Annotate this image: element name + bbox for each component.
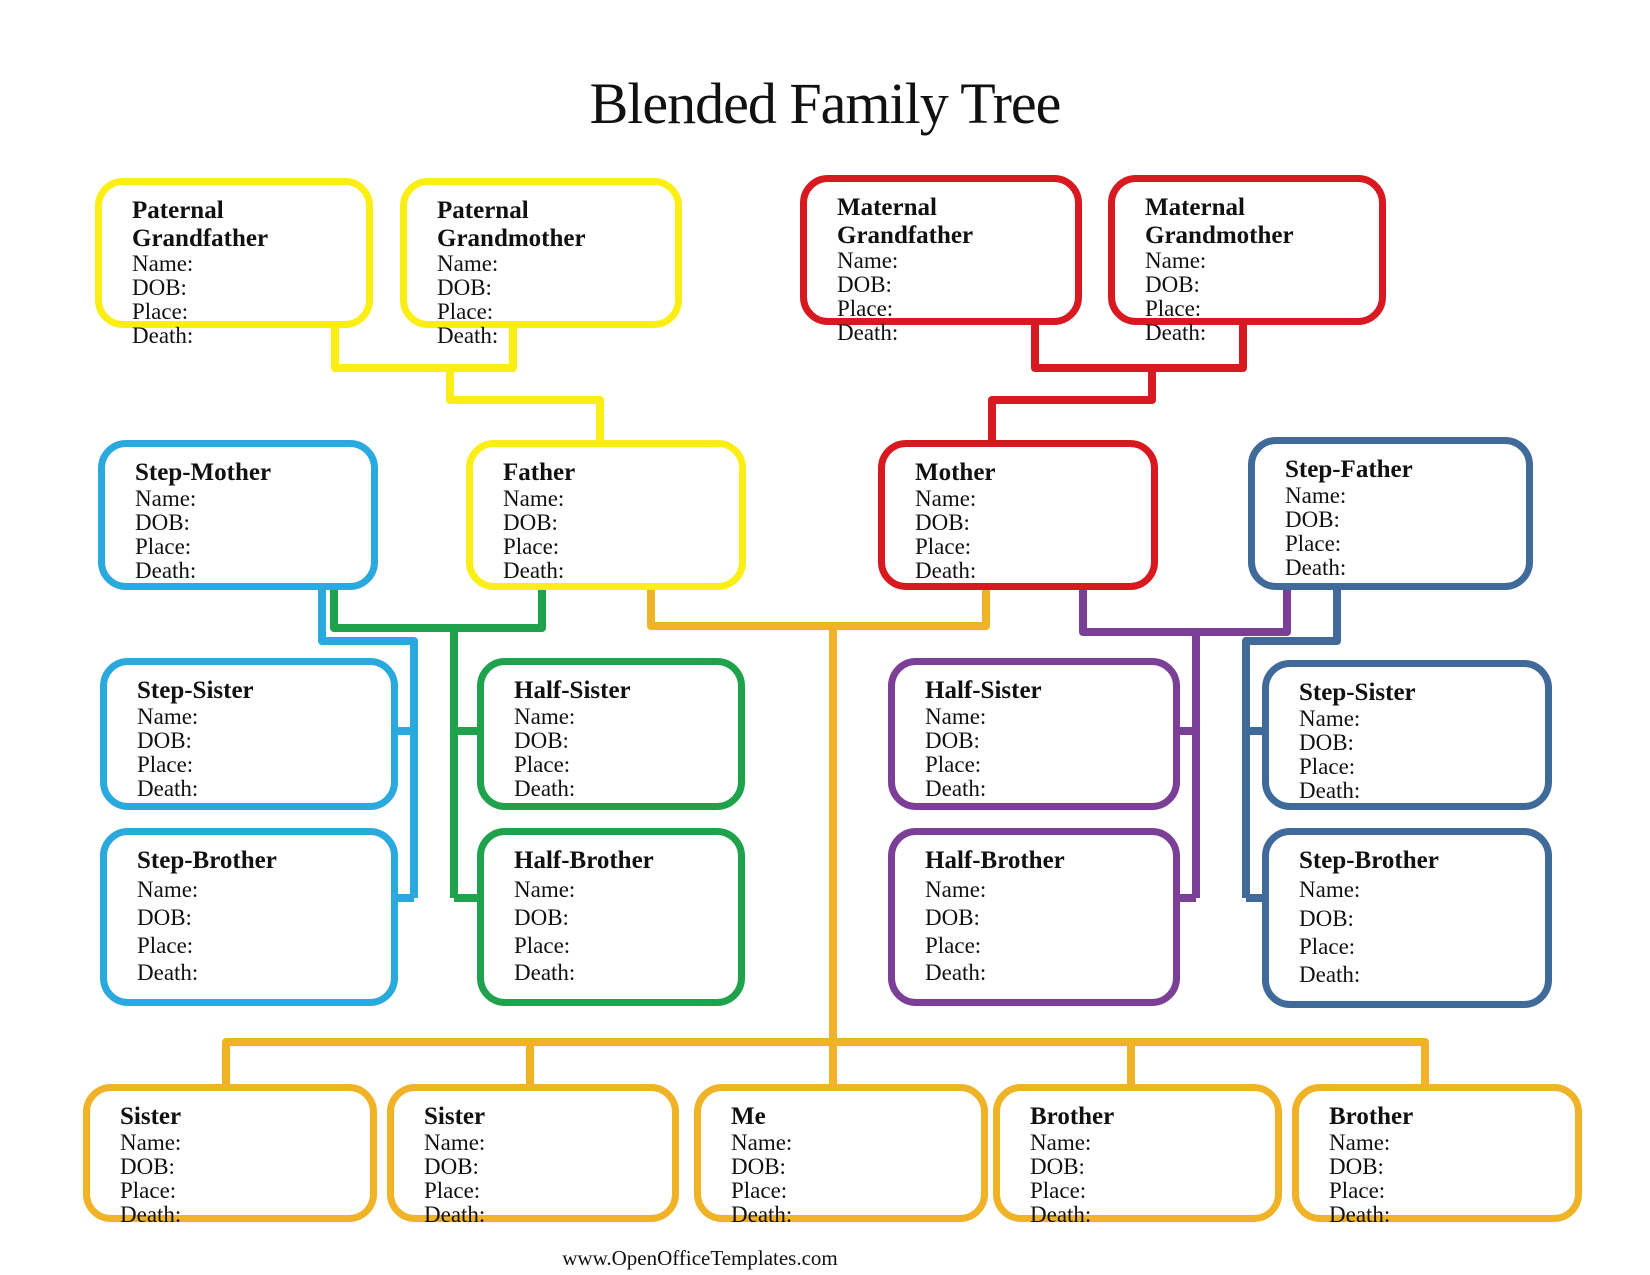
node-step-brother-right <box>1262 828 1552 1008</box>
node-field-label: Place: <box>837 296 894 322</box>
node-title: Maternal Grandmother <box>1145 194 1294 249</box>
node-field-label: Name: <box>1299 705 1361 731</box>
node-field-label: Death: <box>437 323 499 349</box>
node-field-label: Place: <box>925 751 982 777</box>
node-fields <box>925 705 1163 802</box>
node-title: Paternal Grandmother <box>437 197 586 252</box>
node-fields <box>731 1131 971 1228</box>
node-field-label: Death: <box>915 557 977 583</box>
node-fields <box>1030 1131 1265 1228</box>
node-title: Step-Brother <box>137 847 277 874</box>
footer-url: www.OpenOfficeTemplates.com <box>562 1246 838 1270</box>
node-field-label: Place: <box>120 1177 177 1203</box>
node-field-label: DOB: <box>514 904 569 930</box>
node-fields <box>1299 875 1535 992</box>
node-title: Paternal Grandfather <box>132 197 269 252</box>
node-field-label: Name: <box>1030 1129 1092 1155</box>
node-field-label: DOB: <box>437 275 492 301</box>
node-field-label: Place: <box>915 533 972 559</box>
node-fields <box>137 705 381 802</box>
node-field-label: DOB: <box>915 509 970 535</box>
node-title: Half-Sister <box>514 677 631 704</box>
node-brother-1 <box>993 1084 1282 1227</box>
node-field-label: Place: <box>503 533 560 559</box>
node-field-label: Death: <box>1299 961 1361 987</box>
node-half-sister-right <box>888 658 1180 810</box>
node-field-label: Place: <box>437 299 494 325</box>
node-field-label: Place: <box>514 932 571 958</box>
node-field-label: Death: <box>925 960 987 986</box>
node-field-label: Place: <box>1030 1177 1087 1203</box>
node-fields <box>503 487 729 584</box>
node-fields <box>514 705 728 802</box>
node-field-label: Death: <box>135 557 197 583</box>
node-field-label: Name: <box>424 1129 486 1155</box>
node-field-label: Death: <box>1145 320 1207 346</box>
node-fields <box>925 875 1163 990</box>
node-field-label: Place: <box>132 299 189 325</box>
node-field-label: DOB: <box>731 1153 786 1179</box>
node-field-label: DOB: <box>514 727 569 753</box>
node-field-label: Place: <box>514 751 571 777</box>
node-field-label: Name: <box>925 703 987 729</box>
node-field-label: Death: <box>1285 554 1347 580</box>
node-field-label: DOB: <box>1299 905 1354 931</box>
node-title: Me <box>731 1103 766 1130</box>
node-field-label: Name: <box>514 877 576 903</box>
node-fields <box>1299 707 1535 804</box>
page-title: Blended Family Tree <box>589 71 1061 136</box>
node-field-label: DOB: <box>925 904 980 930</box>
node-field-label: Name: <box>437 251 499 276</box>
node-fields <box>514 875 728 990</box>
node-field-label: Place: <box>135 533 192 559</box>
node-field-label: Name: <box>137 877 199 903</box>
node-fields <box>1285 484 1516 581</box>
node-field-label: DOB: <box>120 1153 175 1179</box>
node-field-label: Death: <box>137 775 199 801</box>
node-field-label: Name: <box>132 251 194 276</box>
node-title: Brother <box>1329 1103 1414 1130</box>
node-title: Half-Sister <box>925 677 1042 704</box>
node-fields <box>437 252 665 349</box>
node-sister-2 <box>387 1084 679 1227</box>
node-fields <box>120 1131 360 1228</box>
node-title: Step-Mother <box>135 459 272 486</box>
node-paternal-grandmother <box>400 178 682 349</box>
node-field-label: DOB: <box>1285 506 1340 532</box>
node-fields <box>1329 1131 1565 1228</box>
node-step-sister-right <box>1262 660 1552 810</box>
node-field-label: Place: <box>1285 530 1342 556</box>
node-field-label: DOB: <box>1145 272 1200 298</box>
node-field-label: Name: <box>135 485 197 511</box>
node-fields <box>837 249 1065 346</box>
node-fields <box>135 487 361 584</box>
node-half-sister-left <box>477 658 745 810</box>
node-field-label: DOB: <box>925 727 980 753</box>
node-maternal-grandmother <box>1108 175 1386 346</box>
node-field-label: Name: <box>731 1129 793 1155</box>
node-field-label: Place: <box>1299 753 1356 779</box>
node-field-label: DOB: <box>1299 729 1354 755</box>
node-field-label: Name: <box>915 485 977 511</box>
node-field-label: Death: <box>503 557 565 583</box>
node-field-label: Death: <box>731 1201 793 1227</box>
node-title: Step-Sister <box>137 677 254 704</box>
node-half-brother-left <box>477 828 745 1006</box>
node-maternal-grandfather <box>800 175 1082 346</box>
node-field-label: Place: <box>1329 1177 1386 1203</box>
node-step-mother <box>98 440 378 590</box>
node-field-label: DOB: <box>837 272 892 298</box>
node-field-label: Name: <box>1285 482 1347 508</box>
node-field-label: Place: <box>731 1177 788 1203</box>
node-field-label: Death: <box>514 960 576 986</box>
node-field-label: Place: <box>925 932 982 958</box>
node-mother <box>878 440 1158 590</box>
node-field-label: Death: <box>424 1201 486 1227</box>
node-title: Step-Father <box>1285 456 1413 483</box>
node-field-label: Death: <box>1299 777 1361 803</box>
node-field-label: Death: <box>837 320 899 346</box>
node-field-label: DOB: <box>424 1153 479 1179</box>
node-field-label: Name: <box>837 248 899 273</box>
node-title: Half-Brother <box>925 847 1065 874</box>
node-step-brother-left <box>100 828 398 1006</box>
node-fields <box>132 252 356 349</box>
node-field-label: Death: <box>1030 1201 1092 1227</box>
node-father <box>466 440 746 590</box>
node-field-label: Name: <box>1145 248 1207 273</box>
node-field-label: Death: <box>132 323 194 349</box>
node-field-label: Death: <box>1329 1201 1391 1227</box>
node-field-label: Name: <box>503 485 565 511</box>
node-field-label: DOB: <box>1329 1153 1384 1179</box>
node-title: Father <box>503 459 576 486</box>
node-field-label: Place: <box>137 932 194 958</box>
node-field-label: Place: <box>137 751 194 777</box>
node-me <box>694 1084 988 1227</box>
node-field-label: Name: <box>514 703 576 729</box>
node-title: Sister <box>120 1103 182 1130</box>
node-fields <box>424 1131 662 1228</box>
node-field-label: Name: <box>1299 877 1361 903</box>
node-fields <box>137 875 381 990</box>
node-field-label: Place: <box>1145 296 1202 322</box>
node-step-sister-left <box>100 658 398 810</box>
node-title: Maternal Grandfather <box>837 194 974 249</box>
node-half-brother-right <box>888 828 1180 1006</box>
node-field-label: Death: <box>120 1201 182 1227</box>
node-fields <box>915 487 1141 584</box>
node-field-label: Name: <box>120 1129 182 1155</box>
node-brother-2 <box>1292 1084 1582 1227</box>
node-field-label: DOB: <box>137 904 192 930</box>
node-title: Mother <box>915 459 996 486</box>
node-paternal-grandfather <box>95 178 373 349</box>
node-field-label: Name: <box>1329 1129 1391 1155</box>
node-fields <box>1145 249 1369 346</box>
node-title: Brother <box>1030 1103 1115 1130</box>
node-title: Half-Brother <box>514 847 654 874</box>
node-field-label: DOB: <box>135 509 190 535</box>
node-title: Step-Sister <box>1299 679 1416 706</box>
node-field-label: Name: <box>137 703 199 729</box>
node-field-label: Death: <box>137 960 199 986</box>
node-field-label: DOB: <box>1030 1153 1085 1179</box>
node-field-label: Death: <box>514 775 576 801</box>
node-field-label: DOB: <box>137 727 192 753</box>
node-field-label: DOB: <box>503 509 558 535</box>
node-field-label: Place: <box>1299 933 1356 959</box>
node-title: Sister <box>424 1103 486 1130</box>
node-title: Step-Brother <box>1299 847 1439 874</box>
node-field-label: DOB: <box>132 275 187 301</box>
node-step-father <box>1248 437 1533 590</box>
node-sister-1 <box>83 1084 377 1227</box>
node-field-label: Death: <box>925 775 987 801</box>
node-field-label: Place: <box>424 1177 481 1203</box>
node-field-label: Name: <box>925 877 987 903</box>
